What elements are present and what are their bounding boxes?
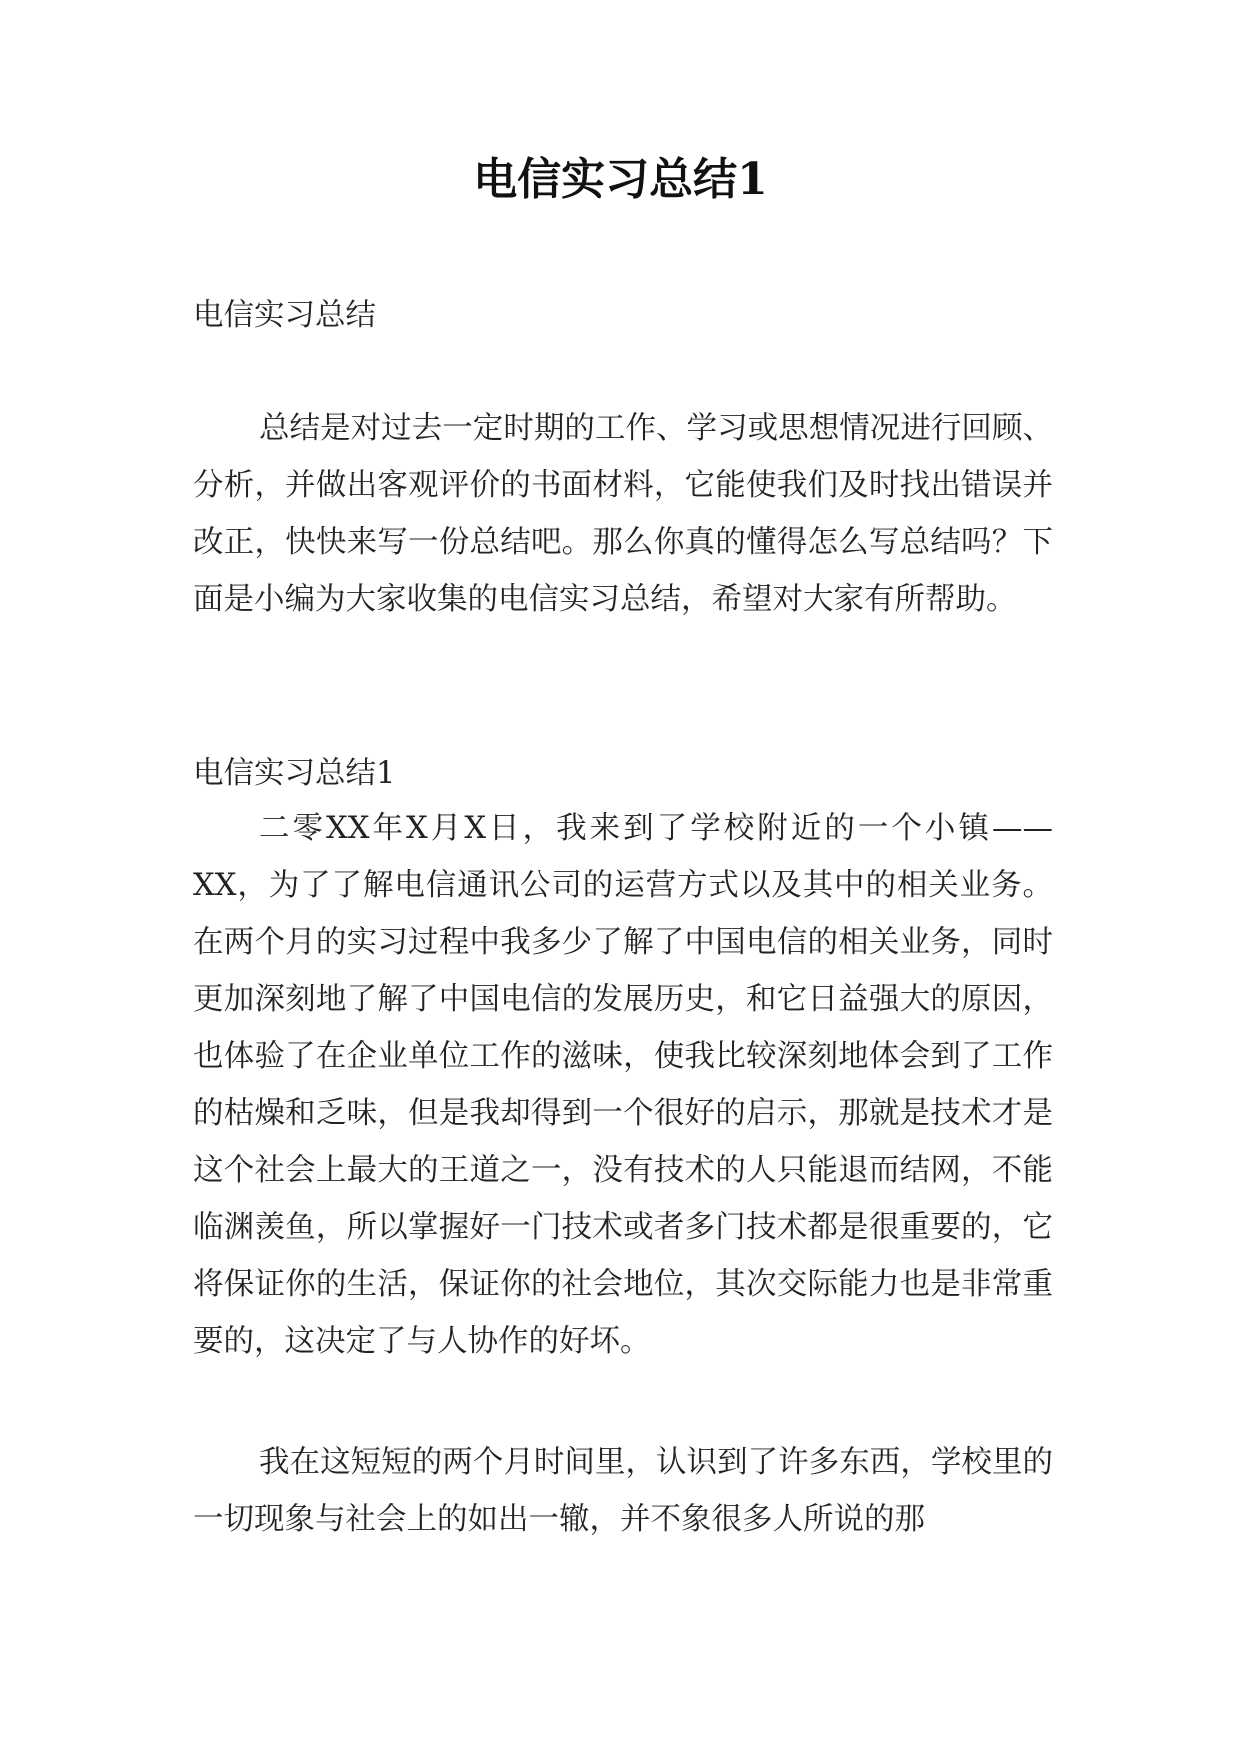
intro-paragraph: 总结是对过去一定时期的工作、学习或思想情况进行回顾、分析，并做出客观评价的书面材料，它能使我们及时找出错误并改正，快快来写一份总结吧。那么你真的懂得怎么写总结吗？下面是小编为大家收集的电信实习总结，希望对大家有所帮助。 bbox=[193, 411, 1053, 617]
document-title: 电信实习总结1 bbox=[473, 154, 768, 205]
section-heading: 电信实习总结1 bbox=[193, 756, 396, 791]
body-paragraph-1: 二零XX年X月X日，我来到了学校附近的一个小镇——XX，为了了解电信通讯公司的运营方式以及其中的相关业务。在两个月的实习过程中我多少了解了中国电信的相关业务，同时更加深刻地了解了中国电信的发展历史，和它日益强大的原因，也体验了在企业单位工作的滋味，使我比较深刻地体会到了工作的枯燥和乏味，但是我却得到一个很好的启示，那就是技术才是这个社会上最大的王道之一，没有技术的人只能退而结网，不能临渊羡鱼，所以掌握好一门技术或者多门技术都是很重要的，它将保证你的生活，保证你的社会地位，其次交际能力也是非常重要的，这决定了与人协作的好坏。 bbox=[193, 811, 1053, 1359]
body-paragraph-2: 我在这短短的两个月时间里，认识到了许多东西，学校里的一切现象与社会上的如出一辙，并不象很多人所说的那 bbox=[193, 1445, 1053, 1537]
intro-heading: 电信实习总结 bbox=[193, 298, 376, 333]
